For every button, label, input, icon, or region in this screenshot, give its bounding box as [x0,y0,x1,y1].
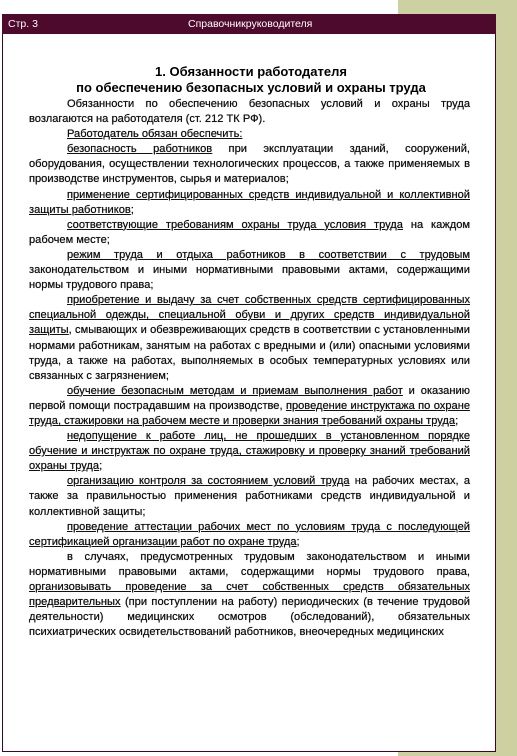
list-item [29,384,470,429]
paragraph [29,97,470,127]
page-number: Стр. 3 [8,18,38,30]
list-item-text: на каждом рабочем месте; [29,218,471,246]
list-item-text: при эксплуатации зданий, сооружений, оборудования, осуществлении технологических процессов, а также применяемых в производстве инструментов, сырья и материалов; [29,143,470,186]
list-item-underlined: организовывать проведение за счет собственных средств обязательных предварительных [29,581,470,609]
list-item-underlined: приобретение и выдачу за счет собственных средств сертифицированных специальной одежды, специальной обуви и других средств индивидуальной защиты [29,294,470,337]
list-item-text: законодательством и иными нормативными правовыми актами, содержащими нормы трудового права; [29,264,470,292]
list-item-text: ; [296,535,300,548]
section-heading [12,64,490,96]
list-item [29,293,470,384]
list-item-underlined: недопущение к работе лиц, не прошедших в установленном порядке обучение и инструктаж по охране труда, стажировку и проверку знаний требований охраны труда [29,430,470,473]
document-body [29,97,470,640]
list-item-underlined: обучение безопасным методам и приемам выполнения работ [67,384,403,397]
list-item-underlined: проведение инструктажа по охране труда, стажировки на рабочем месте и проверки знания требований охраны труда [29,399,470,427]
list-item [29,218,470,248]
list-item-text: ; [130,203,134,216]
section-heading-line1: 1. Обязанности работодателя [155,64,347,79]
list-item-text: ; [99,460,103,473]
list-item-underlined: режим труда и отдыха работников в соответствии с трудовым [67,248,470,261]
list-item [29,520,470,550]
list-item [29,550,470,641]
list-item-underlined: организацию контроля за состоянием условий труда [67,475,350,488]
list-item-text: и оказанию первой помощи пострадавшим на производстве, [29,384,470,412]
header-title: Справочникруководителя [188,18,313,30]
list-item-underlined: соответствующие требованиям охраны труда условия труда [67,218,403,231]
page-header [2,14,496,34]
list-item-underlined: проведение аттестации рабочих мест по условиям труда с последующей сертификацией организации работ по охране труда [29,520,470,548]
list-item-underlined: применение сертифицированных средств индивидуальной и коллективной защиты работников [29,188,470,216]
list-item [29,188,470,218]
list-item-text: в случаях, предусмотренных трудовым законодательством и иными нормативными правовыми актами, содержащими нормы трудового права, [29,550,470,578]
list-item [29,429,470,474]
list-item-text: ; [455,414,459,427]
list-item [29,248,470,293]
section-heading-line2: по обеспечению безопасных условий и охраны труда [76,80,426,95]
list-item-text: , смывающих и обезвреживающих средств в соответствии с установленными нормами работникам, занятым на работах с вредными и (или) опасными условиями труда, а также на работах, выполняемых в особых температурных условиях или связанных с загрязнением; [29,324,470,382]
paragraph [29,127,470,142]
list-item [29,142,470,187]
list-item [29,474,470,519]
paragraph-text: Обязанности по обеспечению безопасных условий и охраны труда возлагаются на работодателя (ст. 212 ТК РФ). [29,98,470,126]
list-item-text: на рабочих местах, а также за правильностью применения работниками средств индивидуальной и коллективной защиты; [29,475,470,518]
paragraph-text: Работодатель обязан обеспечить: [67,128,243,141]
list-item-text: (при поступлении на работу) периодических (в течение трудовой деятельности) медицинских осмотров (обследований), обязательных психиатрических освидетельствований работников, внеочередных медицинских [29,596,470,639]
list-item-underlined: безопасность работников [67,143,213,156]
